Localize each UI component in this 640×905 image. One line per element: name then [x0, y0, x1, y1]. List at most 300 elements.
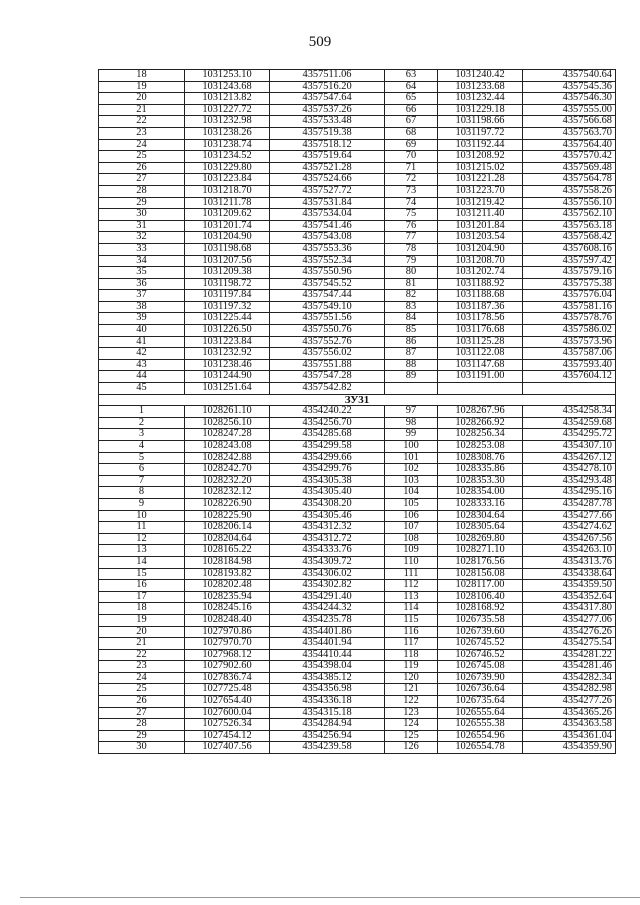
table-cell: 4357546.30 — [523, 93, 616, 105]
table-cell: 4354305.46 — [270, 510, 385, 522]
table-cell: 4357531.84 — [270, 197, 385, 209]
table-row — [99, 243, 616, 255]
table-cell: 4354239.58 — [270, 742, 385, 754]
table-row — [99, 104, 616, 116]
table-cell: 1031192.44 — [438, 139, 523, 151]
table-cell: 112 — [385, 580, 438, 592]
table-cell: 4354299.58 — [270, 441, 385, 453]
table-cell: 28 — [99, 719, 185, 731]
table-cell: 4354244.32 — [270, 603, 385, 615]
table-cell: 4354240.22 — [270, 406, 385, 418]
table-cell: 1031219.42 — [438, 197, 523, 209]
table-cell: 4357581.16 — [523, 301, 616, 313]
table-cell: 1031197.84 — [185, 290, 270, 302]
table-cell: 89 — [385, 371, 438, 383]
table-cell: 1 — [99, 406, 185, 418]
table-cell: 70 — [385, 151, 438, 163]
table-cell: 1031187.36 — [438, 301, 523, 313]
table-cell: 30 — [99, 209, 185, 221]
table-cell: 1031204.90 — [185, 232, 270, 244]
table-row — [99, 417, 616, 429]
page-bottom-rule — [20, 897, 640, 898]
table-cell: 4357578.76 — [523, 313, 616, 325]
table-cell: 1028225.90 — [185, 510, 270, 522]
table-cell: 1031197.32 — [185, 301, 270, 313]
coordinates-table-body-1 — [99, 70, 616, 395]
table-cell: 1028243.08 — [185, 441, 270, 453]
table-cell: 1028193.82 — [185, 568, 270, 580]
table-cell: 66 — [385, 104, 438, 116]
table-cell: 25 — [99, 151, 185, 163]
table-cell: 1026555.64 — [438, 707, 523, 719]
table-cell: 79 — [385, 255, 438, 267]
table-cell — [523, 383, 616, 395]
table-cell: 1028256.34 — [438, 429, 523, 441]
table-cell: 4357541.46 — [270, 220, 385, 232]
table-cell: 1031232.44 — [438, 93, 523, 105]
table-cell: 19 — [99, 614, 185, 626]
table-cell: 122 — [385, 696, 438, 708]
table-cell: 4357553.36 — [270, 243, 385, 255]
table-row — [99, 626, 616, 638]
table-cell: 4357604.12 — [523, 371, 616, 383]
table-cell: 1028204.64 — [185, 533, 270, 545]
table-cell: 1028184.98 — [185, 556, 270, 568]
table-cell: 1031226.50 — [185, 325, 270, 337]
table-cell: 41 — [99, 336, 185, 348]
table-cell: 1028232.20 — [185, 475, 270, 487]
coordinates-table-body-2 — [99, 406, 616, 754]
table-cell: 105 — [385, 498, 438, 510]
table-cell: 75 — [385, 209, 438, 221]
table-row — [99, 70, 616, 82]
table-row — [99, 220, 616, 232]
table-cell: 1028335.86 — [438, 464, 523, 476]
table-cell: 4357550.76 — [270, 325, 385, 337]
table-cell: 124 — [385, 719, 438, 731]
table-cell: 1031198.72 — [185, 278, 270, 290]
table-cell: 1027970.86 — [185, 626, 270, 638]
table-cell: 33 — [99, 243, 185, 255]
table-cell: 4357563.18 — [523, 220, 616, 232]
table-cell: 1028235.94 — [185, 591, 270, 603]
table-cell: 1027968.12 — [185, 649, 270, 661]
table-row — [99, 707, 616, 719]
table-cell: 1031197.72 — [438, 127, 523, 139]
table-cell: 110 — [385, 556, 438, 568]
table-cell: 1028269.80 — [438, 533, 523, 545]
table-cell: 1028245.16 — [185, 603, 270, 615]
table-cell: 1028256.10 — [185, 417, 270, 429]
table-cell: 97 — [385, 406, 438, 418]
table-row — [99, 522, 616, 534]
table-cell: 4354267.56 — [523, 533, 616, 545]
table-cell: 1027526.34 — [185, 719, 270, 731]
table-cell: 1028333.16 — [438, 498, 523, 510]
table-cell: 4354281.46 — [523, 661, 616, 673]
table-cell: 1031204.90 — [438, 243, 523, 255]
page-number: 509 — [308, 34, 332, 50]
table-cell: 4354256.94 — [270, 730, 385, 742]
table-cell: 83 — [385, 301, 438, 313]
table-cell: 1031229.18 — [438, 104, 523, 116]
table-cell: 4357566.68 — [523, 116, 616, 128]
table-row — [99, 568, 616, 580]
table-cell: 20 — [99, 626, 185, 638]
table-cell: 4354359.50 — [523, 580, 616, 592]
table-cell: 18 — [99, 70, 185, 82]
table-cell: 1026745.52 — [438, 638, 523, 650]
table-row — [99, 441, 616, 453]
table-cell: 78 — [385, 243, 438, 255]
table-cell: 1031238.74 — [185, 139, 270, 151]
table-cell: 4357568.42 — [523, 232, 616, 244]
table-cell: 4354338.64 — [523, 568, 616, 580]
table-cell: 1028261.10 — [185, 406, 270, 418]
table-cell: 4354363.58 — [523, 719, 616, 731]
table-cell: 18 — [99, 603, 185, 615]
table-row — [99, 301, 616, 313]
table-cell: 4354315.18 — [270, 707, 385, 719]
table-row — [99, 359, 616, 371]
table-cell: 6 — [99, 464, 185, 476]
table-cell: 111 — [385, 568, 438, 580]
table-cell: 117 — [385, 638, 438, 650]
table-cell: 4354295.72 — [523, 429, 616, 441]
table-cell: 4357519.38 — [270, 127, 385, 139]
table-cell: 4357587.06 — [523, 348, 616, 360]
table-cell: 1031125.28 — [438, 336, 523, 348]
table-row — [99, 649, 616, 661]
table-cell: 19 — [99, 81, 185, 93]
table-cell: 1028202.48 — [185, 580, 270, 592]
table-cell: 1031191.00 — [438, 371, 523, 383]
table-cell: 86 — [385, 336, 438, 348]
table-cell: 21 — [99, 638, 185, 650]
table-row — [99, 93, 616, 105]
table-cell: 120 — [385, 672, 438, 684]
table-cell: 103 — [385, 475, 438, 487]
table-cell: 71 — [385, 162, 438, 174]
table-cell: 1028267.96 — [438, 406, 523, 418]
table-cell: 1031147.68 — [438, 359, 523, 371]
table-cell: 1031202.74 — [438, 267, 523, 279]
table-cell: 114 — [385, 603, 438, 615]
table-cell: 99 — [385, 429, 438, 441]
table-cell: 1031225.44 — [185, 313, 270, 325]
table-cell: 4357556.10 — [523, 197, 616, 209]
table-cell: 28 — [99, 185, 185, 197]
table-cell: 4357570.42 — [523, 151, 616, 163]
table-cell: 72 — [385, 174, 438, 186]
table-cell: 4354263.10 — [523, 545, 616, 557]
table-cell: 84 — [385, 313, 438, 325]
table-row — [99, 742, 616, 754]
table-cell: 4354309.72 — [270, 556, 385, 568]
table-cell: 4354352.64 — [523, 591, 616, 603]
table-cell: 1028304.64 — [438, 510, 523, 522]
table-cell: 1028206.14 — [185, 522, 270, 534]
table-row — [99, 406, 616, 418]
table-cell: 1031240.42 — [438, 70, 523, 82]
table-row — [99, 452, 616, 464]
table-cell: 1031203.54 — [438, 232, 523, 244]
table-cell: 22 — [99, 649, 185, 661]
table-row — [99, 614, 616, 626]
table-cell: 24 — [99, 672, 185, 684]
table-cell: 4357545.36 — [523, 81, 616, 93]
table-row — [99, 348, 616, 360]
table-cell: 24 — [99, 139, 185, 151]
table-cell: 4357542.82 — [270, 383, 385, 395]
table-cell: 4354356.98 — [270, 684, 385, 696]
table-cell: 1028226.90 — [185, 498, 270, 510]
table-cell: 39 — [99, 313, 185, 325]
table-cell: 1026554.96 — [438, 730, 523, 742]
table-cell: 100 — [385, 441, 438, 453]
table-cell: 1028266.92 — [438, 417, 523, 429]
table-cell: 27 — [99, 707, 185, 719]
table-cell: 1026735.58 — [438, 614, 523, 626]
table-cell: 4354401.94 — [270, 638, 385, 650]
table-cell: 4354306.02 — [270, 568, 385, 580]
table-cell: 1031244.90 — [185, 371, 270, 383]
table-cell: 1028247.28 — [185, 429, 270, 441]
table-cell: 4354333.76 — [270, 545, 385, 557]
table-cell: 1026745.08 — [438, 661, 523, 673]
table-cell: 1028117.00 — [438, 580, 523, 592]
table-cell: 34 — [99, 255, 185, 267]
table-cell: 4354281.22 — [523, 649, 616, 661]
table-cell: 4357547.28 — [270, 371, 385, 383]
table-cell: 1031208.70 — [438, 255, 523, 267]
table-cell: 4357576.04 — [523, 290, 616, 302]
table-cell: 4354401.86 — [270, 626, 385, 638]
table-cell: 65 — [385, 93, 438, 105]
table-cell: 4357533.48 — [270, 116, 385, 128]
table-cell: 1027600.04 — [185, 707, 270, 719]
table-cell: 4357552.34 — [270, 255, 385, 267]
table-cell: 14 — [99, 556, 185, 568]
table-cell: 1031208.92 — [438, 151, 523, 163]
table-cell: 82 — [385, 290, 438, 302]
table-cell: 1026735.64 — [438, 696, 523, 708]
table-cell — [438, 383, 523, 395]
table-cell: 102 — [385, 464, 438, 476]
table-cell: 1031238.26 — [185, 127, 270, 139]
table-cell: 4354275.54 — [523, 638, 616, 650]
table-cell: 4357579.16 — [523, 267, 616, 279]
table-row — [99, 278, 616, 290]
table-cell: 1031201.84 — [438, 220, 523, 232]
table-cell: 4354282.98 — [523, 684, 616, 696]
table-cell: 4357551.56 — [270, 313, 385, 325]
table-cell: 87 — [385, 348, 438, 360]
table-cell: 1031178.56 — [438, 313, 523, 325]
table-cell: 45 — [99, 383, 185, 395]
table-row — [99, 255, 616, 267]
table-cell: 4354285.68 — [270, 429, 385, 441]
table-cell: 4357552.76 — [270, 336, 385, 348]
table-row — [99, 185, 616, 197]
table-row — [99, 174, 616, 186]
table-cell: 1031198.68 — [185, 243, 270, 255]
table-cell: 123 — [385, 707, 438, 719]
table-cell: 1031234.52 — [185, 151, 270, 163]
table-cell: 26 — [99, 162, 185, 174]
table-cell: 32 — [99, 232, 185, 244]
table-cell: 11 — [99, 522, 185, 534]
table-cell: 107 — [385, 522, 438, 534]
table-row — [99, 730, 616, 742]
table-cell: 109 — [385, 545, 438, 557]
table-cell: 4354287.78 — [523, 498, 616, 510]
table-row — [99, 475, 616, 487]
table-cell: 12 — [99, 533, 185, 545]
table-cell: 4357545.52 — [270, 278, 385, 290]
section-title: ЗУ31 — [99, 394, 616, 406]
table-row — [99, 151, 616, 163]
table-cell: 15 — [99, 568, 185, 580]
table-cell: 1028353.30 — [438, 475, 523, 487]
table-cell: 4354277.06 — [523, 614, 616, 626]
table-cell: 4354398.04 — [270, 661, 385, 673]
table-cell: 7 — [99, 475, 185, 487]
table-cell: 118 — [385, 649, 438, 661]
table-cell: 119 — [385, 661, 438, 673]
table-cell: 1028168.92 — [438, 603, 523, 615]
table-cell: 1031229.80 — [185, 162, 270, 174]
table-cell: 29 — [99, 730, 185, 742]
table-cell: 98 — [385, 417, 438, 429]
table-cell: 106 — [385, 510, 438, 522]
table-cell: 4354282.34 — [523, 672, 616, 684]
table-cell: 35 — [99, 267, 185, 279]
table-row — [99, 197, 616, 209]
table-cell: 4357564.40 — [523, 139, 616, 151]
table-cell: 113 — [385, 591, 438, 603]
table-cell: 4357534.04 — [270, 209, 385, 221]
table-cell: 4357608.16 — [523, 243, 616, 255]
table-cell: 1027454.12 — [185, 730, 270, 742]
table-cell: 1028271.10 — [438, 545, 523, 557]
table-cell: 1031188.92 — [438, 278, 523, 290]
table-cell: 4354359.90 — [523, 742, 616, 754]
table-cell: 40 — [99, 325, 185, 337]
table-cell: 101 — [385, 452, 438, 464]
table-cell: 4357511.06 — [270, 70, 385, 82]
table-row — [99, 336, 616, 348]
table-cell: 76 — [385, 220, 438, 232]
table-row — [99, 487, 616, 499]
table-cell: 1031238.46 — [185, 359, 270, 371]
table-cell: 1026739.90 — [438, 672, 523, 684]
table-cell: 36 — [99, 278, 185, 290]
table-row — [99, 383, 616, 395]
table-row — [99, 371, 616, 383]
table-row — [99, 533, 616, 545]
table-cell: 1031218.70 — [185, 185, 270, 197]
table-cell: 1028176.56 — [438, 556, 523, 568]
table-row — [99, 290, 616, 302]
table-cell: 116 — [385, 626, 438, 638]
table-cell: 1031207.56 — [185, 255, 270, 267]
table-cell: 1031221.28 — [438, 174, 523, 186]
table-cell: 4357543.08 — [270, 232, 385, 244]
table-cell: 1031251.64 — [185, 383, 270, 395]
table-cell: 4354308.20 — [270, 498, 385, 510]
table-cell: 1026746.52 — [438, 649, 523, 661]
table-row — [99, 232, 616, 244]
table-cell: 16 — [99, 580, 185, 592]
table-cell: 1028106.40 — [438, 591, 523, 603]
table-cell: 4354274.62 — [523, 522, 616, 534]
table-cell: 4357527.72 — [270, 185, 385, 197]
table-cell: 104 — [385, 487, 438, 499]
table-cell: 5 — [99, 452, 185, 464]
table-cell: 4357547.44 — [270, 290, 385, 302]
table-cell: 1031253.10 — [185, 70, 270, 82]
table-cell: 85 — [385, 325, 438, 337]
table-cell: 1031223.70 — [438, 185, 523, 197]
table-cell: 4354291.40 — [270, 591, 385, 603]
table-cell: 21 — [99, 104, 185, 116]
table-row — [99, 661, 616, 673]
table-cell: 67 — [385, 116, 438, 128]
table-cell: 1027970.70 — [185, 638, 270, 650]
table-cell: 1028308.76 — [438, 452, 523, 464]
table-cell: 1027407.56 — [185, 742, 270, 754]
table-cell: 1028253.08 — [438, 441, 523, 453]
table-cell: 22 — [99, 116, 185, 128]
table-cell: 44 — [99, 371, 185, 383]
table-cell: 17 — [99, 591, 185, 603]
table-cell: 81 — [385, 278, 438, 290]
table-cell: 68 — [385, 127, 438, 139]
table-cell: 1031201.74 — [185, 220, 270, 232]
table-row — [99, 325, 616, 337]
table-cell: 1031198.66 — [438, 116, 523, 128]
table-cell: 4354293.48 — [523, 475, 616, 487]
table-cell: 4354302.82 — [270, 580, 385, 592]
table-row — [99, 267, 616, 279]
table-cell: 1028354.00 — [438, 487, 523, 499]
table-cell: 4354365.26 — [523, 707, 616, 719]
table-cell: 1027902.60 — [185, 661, 270, 673]
table-cell: 20 — [99, 93, 185, 105]
table-cell: 4357547.64 — [270, 93, 385, 105]
table-cell: 4354277.26 — [523, 696, 616, 708]
table-cell: 1028242.70 — [185, 464, 270, 476]
table-cell: 4354284.94 — [270, 719, 385, 731]
table-cell: 1031227.72 — [185, 104, 270, 116]
table-cell: 64 — [385, 81, 438, 93]
table-cell: 115 — [385, 614, 438, 626]
table-cell: 108 — [385, 533, 438, 545]
table-cell: 1028305.64 — [438, 522, 523, 534]
table-cell: 4357556.02 — [270, 348, 385, 360]
table-cell: 4354259.68 — [523, 417, 616, 429]
table-cell: 1026736.64 — [438, 684, 523, 696]
table-row — [99, 603, 616, 615]
table-cell: 63 — [385, 70, 438, 82]
table-cell: 4354361.04 — [523, 730, 616, 742]
table-row — [99, 672, 616, 684]
table-cell: 23 — [99, 127, 185, 139]
table-cell: 1031243.68 — [185, 81, 270, 93]
table-cell: 43 — [99, 359, 185, 371]
table-cell: 4354305.38 — [270, 475, 385, 487]
